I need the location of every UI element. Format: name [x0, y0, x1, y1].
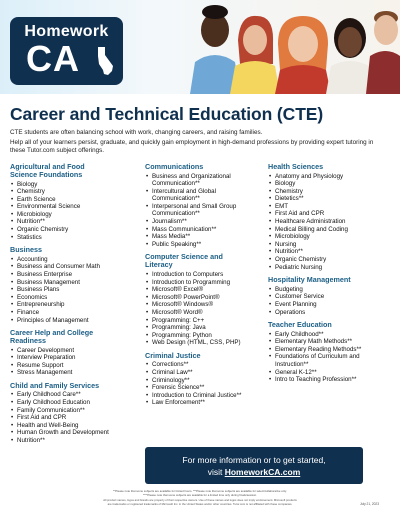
section-heading [10, 163, 136, 179]
subject-item: • Forensic Science** [145, 384, 267, 392]
section-heading-line: Communications [145, 162, 204, 171]
subject-item: • Customer Service [268, 293, 394, 301]
subject-item: • Healthcare Administration [268, 218, 394, 226]
subject-item: • Microsoft® Windows® [145, 301, 267, 309]
section-heading-line: Readiness [10, 336, 46, 346]
subject-item: • Microsoft® PowerPoint® [145, 294, 267, 302]
section-criminal-justice [145, 352, 267, 407]
section-teacher-education [268, 321, 394, 384]
students-photo [160, 0, 400, 94]
subject-item: • Chemistry [10, 188, 136, 196]
subject-item: • Public Speaking** [145, 241, 267, 249]
section-heading-line: Child and Family Services [10, 380, 100, 390]
section-heading-line: Agricultural and Food [10, 162, 85, 171]
section-heading-line: Computer Science and [145, 252, 223, 262]
subject-item: • Microsoft® Excel® [145, 286, 267, 294]
subject-item: Instruction** [275, 360, 309, 368]
subject-list [10, 256, 136, 324]
subject-item: • Interpersonal and Small Group [145, 203, 267, 211]
subject-item: • Business Enterprise [10, 271, 136, 279]
subject-item: • Corrections** [145, 361, 267, 369]
subject-item: • Principles of Management [10, 317, 136, 325]
california-state-icon [96, 46, 116, 76]
subject-item: • Mass Communication** [145, 226, 267, 234]
header-banner [0, 0, 400, 94]
subject-item: • First Aid and CPR [10, 414, 136, 422]
subject-item: • Resume Support [10, 362, 136, 370]
section-business [10, 246, 136, 324]
callout-visit-text: visit [207, 467, 225, 477]
subject-list [145, 173, 267, 249]
subject-item: Communication** [152, 195, 200, 203]
subject-item: • Early Childhood Education [10, 399, 136, 407]
homework-ca-logo [10, 17, 123, 85]
homeworkca-link[interactable]: HomeworkCA.com [224, 467, 301, 477]
subject-item: • Mass Media** [145, 233, 267, 241]
subject-item: • Intercultural and Global [145, 188, 267, 196]
subject-item: • First Aid and CPR [268, 210, 394, 218]
subject-list [268, 286, 394, 316]
subject-item: • Stress Management [10, 369, 136, 377]
subject-item: • Programming: C++ [145, 317, 267, 325]
section-heading-line: Business [10, 245, 42, 255]
section-computer-science-and-literacy [145, 253, 267, 346]
subject-item: • Intro to Teaching Profession** [268, 376, 394, 384]
subject-item: • Finance [10, 309, 136, 317]
subject-item: • Earth Science [10, 196, 136, 204]
subject-item: • Web Design (HTML, CSS, PHP) [145, 339, 267, 347]
subject-item: • Microbiology [268, 233, 394, 241]
subject-item: • Economics [10, 294, 136, 302]
section-agricultural-and-food-science-foundations [10, 163, 136, 241]
subject-list [10, 391, 136, 444]
subject-item: • Microbiology [10, 211, 136, 219]
subjects-column-2 [145, 163, 267, 412]
section-heading-line: Science Foundations [10, 170, 83, 179]
contact-callout [145, 447, 363, 484]
subject-list [268, 173, 394, 272]
subject-item: • Statistics [10, 234, 136, 242]
subject-item: • Operations [268, 309, 394, 317]
subject-item: • Organic Chemistry [10, 226, 136, 234]
section-heading-line: Health Sciences [268, 162, 324, 171]
subject-item: • Foundations of Curriculum and [268, 353, 394, 361]
subject-item: • Early Childhood** [268, 331, 394, 339]
subject-item: • Business Management [10, 279, 136, 287]
logo-main-text: CA [26, 38, 80, 79]
section-communications [145, 163, 267, 248]
subject-item: Communication** [152, 180, 200, 188]
section-heading [10, 329, 136, 345]
section-heading [10, 246, 136, 254]
section-heading-line: Teacher Education [268, 320, 332, 330]
subject-item: • EMT [268, 203, 394, 211]
page-title: Career and Technical Education (CTE) [10, 104, 324, 124]
subject-item: • Nutrition** [10, 437, 136, 445]
subject-item: • Criminal Law** [145, 369, 267, 377]
section-heading [145, 352, 267, 360]
subject-list [145, 361, 267, 407]
subject-item: • Introduction to Criminal Justice** [145, 392, 267, 400]
section-heading [145, 163, 267, 171]
section-heading-line: Literacy [145, 260, 173, 270]
subject-item: • Criminology** [145, 377, 267, 385]
subject-item: • Accounting [10, 256, 136, 264]
subject-item: • Dietetics** [268, 195, 394, 203]
section-health-sciences [268, 163, 394, 271]
subject-list [145, 271, 267, 347]
logo-top-text: Homework [24, 23, 109, 40]
intro-text: CTE students are often balancing school with work, changing careers, and raising families. [10, 129, 263, 136]
subject-item: • Nutrition** [268, 248, 394, 256]
footnote: All product names, logos and brands are property of their respective owners. Use of these names and logos does not imply endorsement. Microsoft products [103, 498, 297, 502]
subject-item: • Anatomy and Physiology [268, 173, 394, 181]
subject-list [268, 331, 394, 384]
section-career-help-and-college-readiness [10, 329, 136, 377]
subject-item: • Business and Consumer Math [10, 263, 136, 271]
subject-item: • Programming: Java [145, 324, 267, 332]
subject-item: • Law Enforcement** [145, 399, 267, 407]
footnote: ****Please note that some subjects are available for a limited time only during finals/session. [143, 493, 257, 497]
subject-item: • Organic Chemistry [268, 256, 394, 264]
publish-date: July 21, 2023 [360, 502, 379, 506]
subject-item: • Biology [10, 181, 136, 189]
section-heading [268, 276, 394, 284]
subject-item: • Introduction to Programming [145, 279, 267, 287]
subject-item: • Interview Preparation [10, 354, 136, 362]
section-heading [268, 321, 394, 329]
subject-item: • Elementary Math Methods** [268, 338, 394, 346]
subject-item: • Medical Billing and Coding [268, 226, 394, 234]
section-heading-line: Career Help and College [10, 328, 94, 338]
subject-item: • Event Planning [268, 301, 394, 309]
section-heading [10, 382, 136, 390]
subject-item: • Nutrition** [10, 218, 136, 226]
subject-item: • Career Development [10, 347, 136, 355]
section-heading-line: Criminal Justice [145, 350, 201, 360]
subject-list [10, 347, 136, 377]
subject-item: • Family Communication** [10, 407, 136, 415]
section-hospitality-management [268, 276, 394, 316]
subject-item: Communication** [152, 210, 200, 218]
subject-item: • Budgeting [268, 286, 394, 294]
section-heading-line: Hospitality Management [268, 275, 351, 285]
subject-list [10, 181, 136, 242]
subject-item: • General K-12** [268, 369, 394, 377]
subject-item: • Programming: Python [145, 332, 267, 340]
subject-item: • Environmental Science [10, 203, 136, 211]
subject-item: • Health and Well-Being [10, 422, 136, 430]
subject-item: • Elementary Reading Methods** [268, 346, 394, 354]
subject-item: • Early Childhood Care** [10, 391, 136, 399]
section-child-and-family-services [10, 382, 136, 445]
subject-item: • Nursing [268, 241, 394, 249]
callout-line [145, 467, 363, 477]
subject-item: • Business and Organizational [145, 173, 267, 181]
subject-item: • Human Growth and Development [10, 429, 136, 437]
subject-item: • Introduction to Computers [145, 271, 267, 279]
subject-item: • Entrepreneurship [10, 301, 136, 309]
callout-line: For more information or to get started, [182, 455, 326, 465]
footnote: are trademarks or registered trademarks of Microsoft Inc. in the United States and/or other countries. Tutor.com is not affiliated with these companies. [107, 502, 293, 506]
section-heading [268, 163, 394, 171]
subjects-column-3 [268, 163, 394, 389]
section-heading [145, 253, 267, 269]
subject-item: • Business Plans [10, 286, 136, 294]
subject-item: • Chemistry [268, 188, 394, 196]
subjects-column-1 [10, 163, 136, 450]
subject-item: • Pediatric Nursing [268, 264, 394, 272]
subject-item: • Microsoft® Word® [145, 309, 267, 317]
footnote: **Please note that some subjects are available for limited hours. ***Please note that some subjects are available for select/collaborative only. [113, 489, 287, 493]
subject-item: • Journalism** [145, 218, 267, 226]
subject-item: • Biology [268, 180, 394, 188]
intro-text: Help all of your learners persist, graduate, and quickly gain employment in high-demand professions by providing expert tutoring in these Tutor.com subject offerings. [10, 139, 374, 155]
